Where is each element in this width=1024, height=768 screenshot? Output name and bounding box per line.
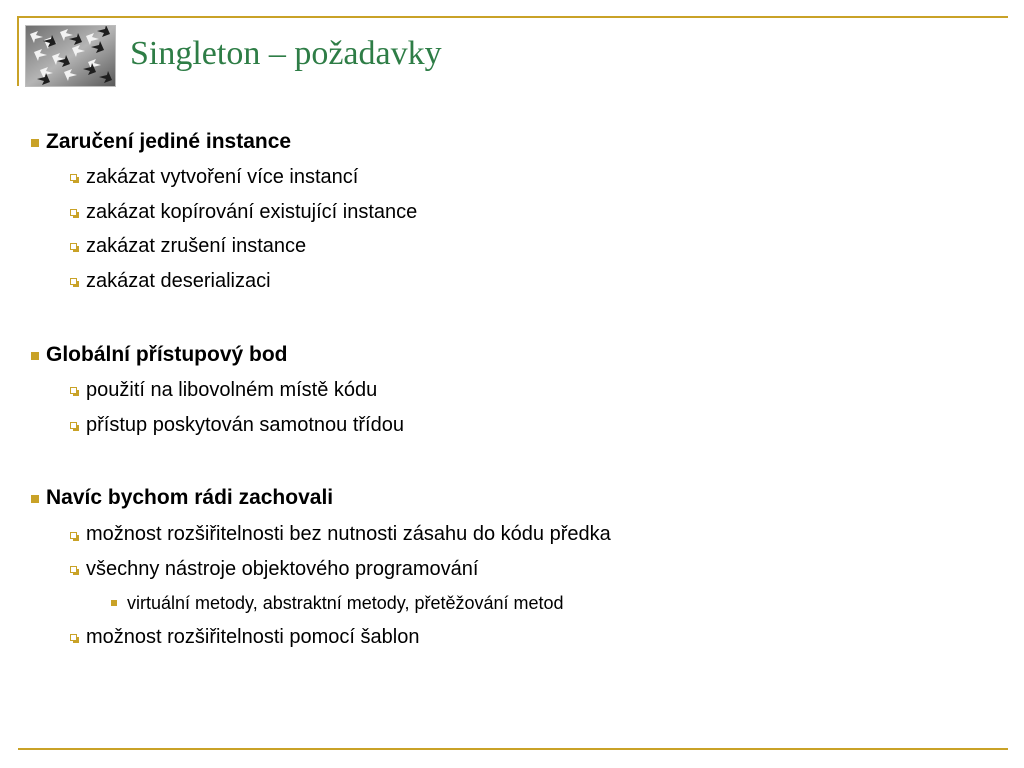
sub-list-item: virtuální metody, abstraktní metody, přetěžování metod xyxy=(127,593,564,613)
filled-square-bullet-icon xyxy=(31,352,39,360)
hollow-square-bullet-icon xyxy=(70,278,77,285)
list-item: zakázat deserializaci xyxy=(86,270,271,292)
hollow-square-bullet-icon xyxy=(70,209,77,216)
section-heading: Zaručení jediné instance xyxy=(46,130,292,153)
list-item: použití na libovolném místě kódu xyxy=(86,379,378,401)
hollow-square-bullet-icon xyxy=(70,422,77,429)
hollow-square-bullet-icon xyxy=(70,243,77,250)
hollow-square-bullet-icon xyxy=(70,566,77,573)
list-item: možnost rozšiřitelnosti bez nutnosti zásahu do kódu předka xyxy=(86,523,611,545)
hollow-square-bullet-icon xyxy=(70,174,77,181)
filled-square-bullet-icon xyxy=(111,600,117,606)
hollow-square-bullet-icon xyxy=(70,634,77,641)
section-heading: Globální přístupový bod xyxy=(46,343,288,366)
list-item: možnost rozšiřitelnosti pomocí šablon xyxy=(86,626,420,648)
hollow-square-bullet-icon xyxy=(70,387,77,394)
filled-square-bullet-icon xyxy=(31,495,39,503)
list-item: přístup poskytován samotnou třídou xyxy=(86,414,404,436)
hollow-square-bullet-icon xyxy=(70,532,77,539)
list-item: všechny nástroje objektového programování xyxy=(86,558,479,580)
slide-title: Singleton – požadavky xyxy=(130,35,442,72)
list-item: zakázat kopírování existující instance xyxy=(86,201,418,223)
list-item: zakázat vytvoření více instancí xyxy=(86,166,359,188)
list-item: zakázat zrušení instance xyxy=(86,235,307,257)
filled-square-bullet-icon xyxy=(31,139,39,147)
section-heading: Navíc bychom rádi zachovali xyxy=(46,486,334,509)
